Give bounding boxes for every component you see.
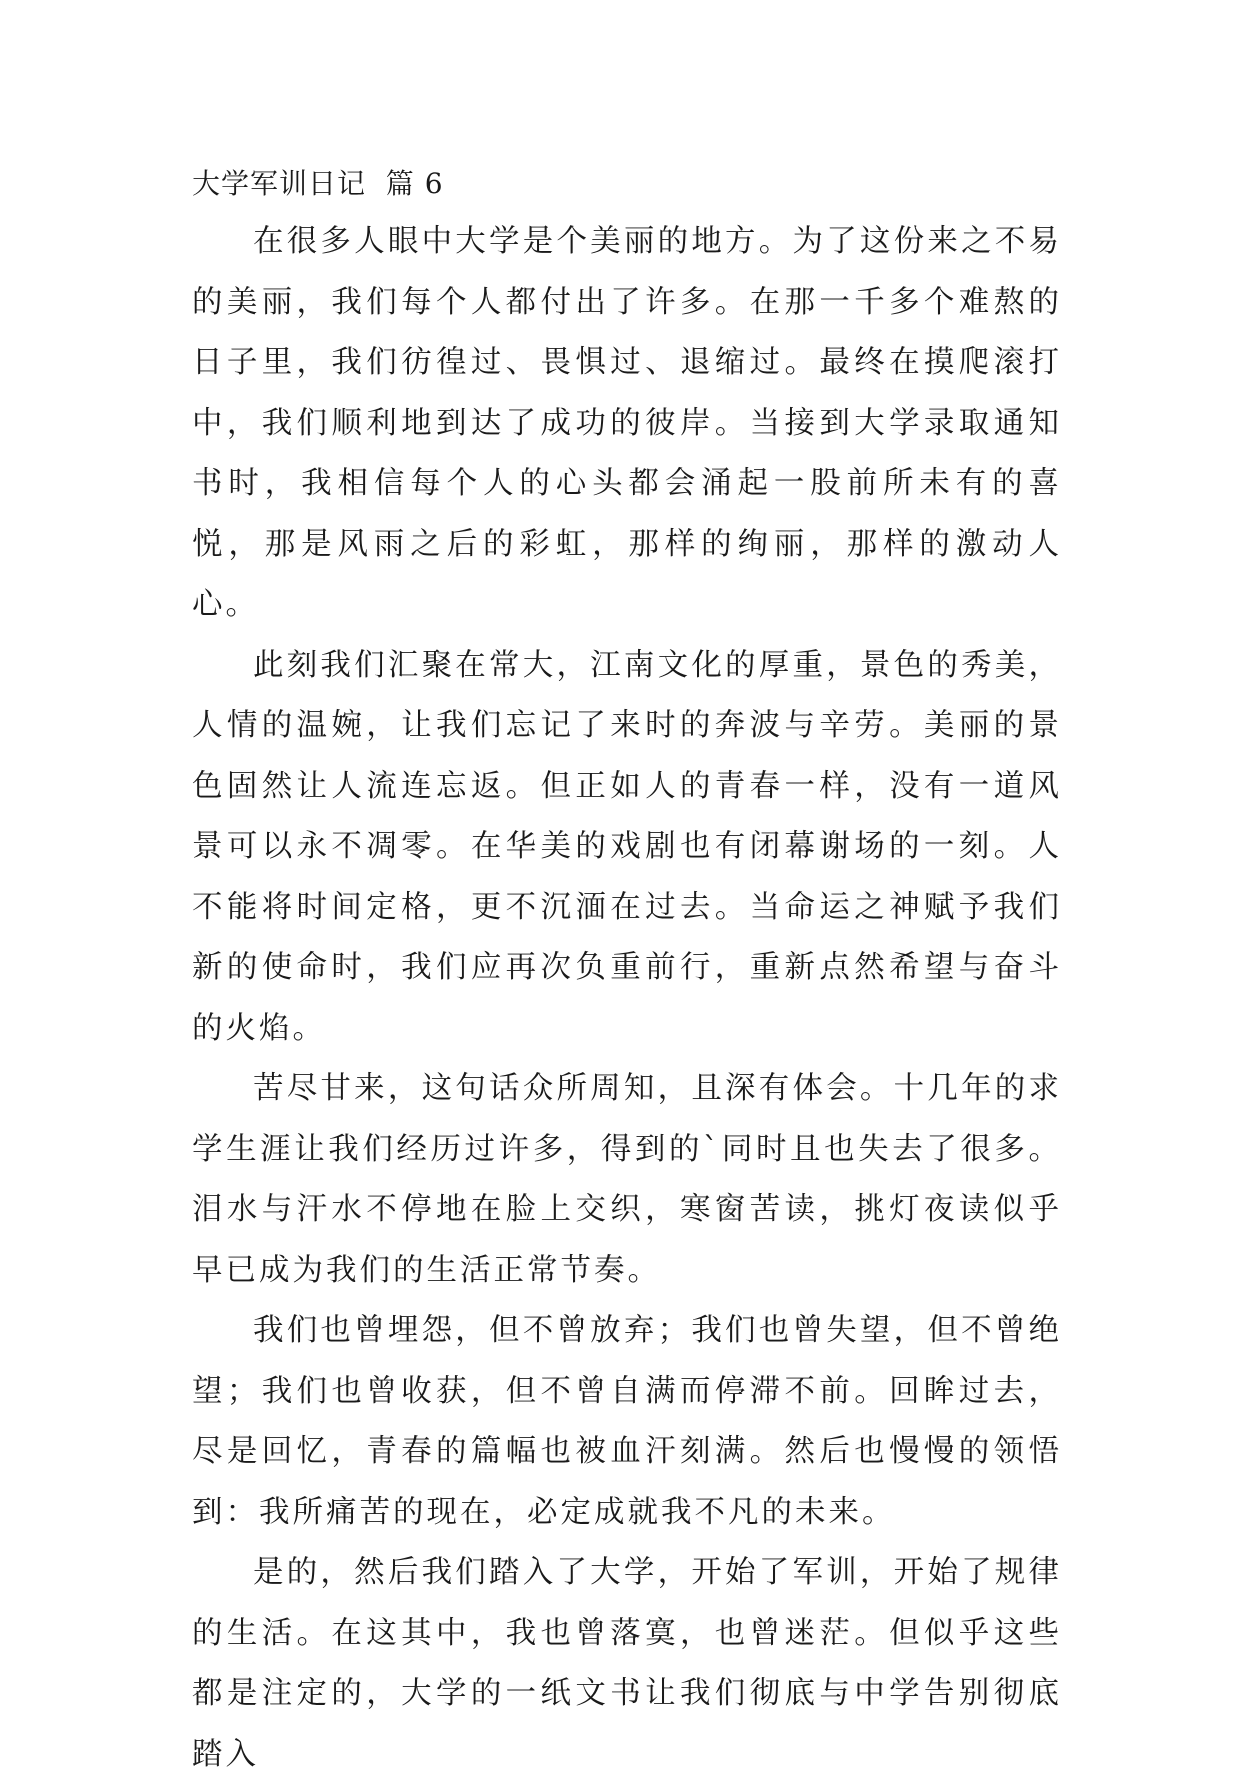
paragraph-5: 是的，然后我们踏入了大学，开始了军训，开始了规律的生活。在这其中，我也曾落寞，也曾迷茫。但似乎这些都是注定的，大学的一纸文书让我们彻底与中学告别彻底踏入	[192, 1555, 1062, 1772]
paragraph-4: 我们也曾埋怨，但不曾放弃；我们也曾失望，但不曾绝望；我们也曾收获，但不曾自满而停滞不前。回眸过去，尽是回忆，青春的篇幅也被血汗刻满。然后也慢慢的领悟到：我所痛苦的现在，必定成就我不凡的未来。	[192, 1313, 1062, 1530]
document-body	[192, 162, 1062, 1785]
document-title: 大学军训日记 篇 6	[192, 167, 444, 200]
paragraph-3: 苦尽甘来，这句话众所周知，且深有体会。十几年的求学生涯让我们经历过许多，得到的`同时且也失去了很多。泪水与汗水不停地在脸上交织，寒窗苦读，挑灯夜读似乎早已成为我们的生活正常节奏。	[192, 1071, 1062, 1288]
paragraph-2: 此刻我们汇聚在常大，江南文化的厚重，景色的秀美，人情的温婉，让我们忘记了来时的奔波与辛劳。美丽的景色固然让人流连忘返。但正如人的青春一样，没有一道风景可以永不凋零。在华美的戏剧也有闭幕谢场的一刻。人不能将时间定格，更不沉湎在过去。当命运之神赋予我们新的使命时，我们应再次负重前行，重新点然希望与奋斗的火焰。	[192, 647, 1062, 1046]
paragraph-1: 在很多人眼中大学是个美丽的地方。为了这份来之不易的美丽，我们每个人都付出了许多。在那一千多个难熬的日子里，我们彷徨过、畏惧过、退缩过。最终在摸爬滚打中，我们顺利地到达了成功的彼岸。当接到大学录取通知书时，我相信每个人的心头都会涌起一股前所未有的喜悦，那是风雨之后的彩虹，那样的绚丽，那样的激动人心。	[192, 224, 1062, 622]
